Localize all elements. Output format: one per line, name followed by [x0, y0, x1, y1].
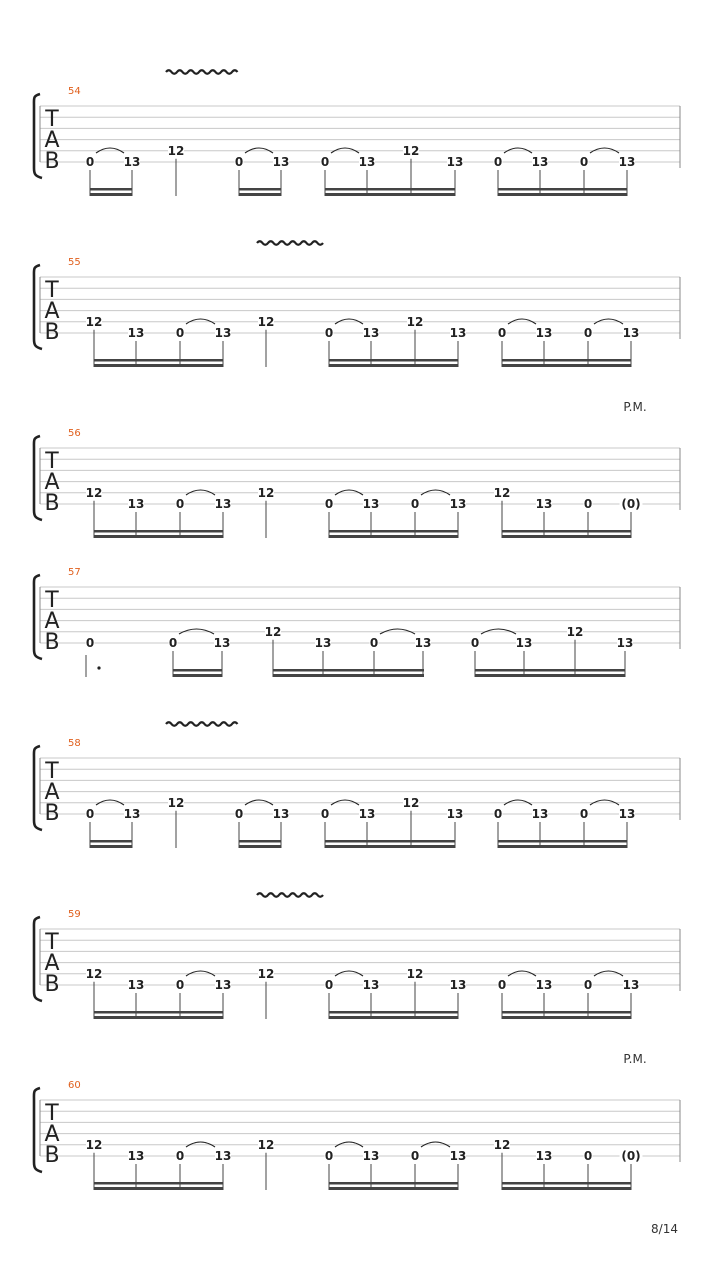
fret-number: 0 — [583, 1149, 593, 1163]
palm-mute-label: P.M. — [623, 1052, 647, 1066]
tab-system — [34, 400, 680, 538]
beam — [90, 845, 132, 848]
beam — [502, 535, 631, 538]
tab-clef-letter: A — [44, 470, 60, 495]
fret-number: 13 — [446, 155, 464, 169]
beam — [502, 1182, 631, 1185]
beam — [239, 188, 281, 191]
fret-number: 0 — [85, 807, 95, 821]
tab-system — [34, 722, 680, 848]
fret-number: 0 — [579, 807, 589, 821]
fret-number: 13 — [314, 636, 332, 650]
fret-number: 12 — [566, 624, 584, 639]
system-bracket — [34, 265, 42, 349]
fret-number: 0 — [410, 1149, 420, 1163]
fret-number: 12 — [257, 485, 275, 500]
fret-number: 13 — [214, 497, 232, 511]
tab-clef-letter: T — [45, 107, 59, 132]
tab-clef-letter: B — [44, 149, 60, 174]
fret-number: 13 — [414, 636, 432, 650]
fret-number: 0 — [470, 636, 480, 650]
beam — [94, 1016, 223, 1019]
fret-number: 13 — [214, 978, 232, 992]
system-bracket — [34, 917, 42, 1001]
measure-number: 56 — [68, 428, 81, 439]
fret-number: 0 — [234, 807, 244, 821]
fret-number: 13 — [362, 978, 380, 992]
fret-number: 0 — [324, 1149, 334, 1163]
beam — [502, 364, 631, 367]
fret-number: 0 — [497, 978, 507, 992]
fret-number: 13 — [618, 155, 636, 169]
fret-number: 12 — [167, 795, 185, 810]
fret-number: (0) — [621, 497, 641, 511]
beam — [502, 530, 631, 533]
beam — [94, 359, 223, 362]
beam — [90, 840, 132, 843]
fret-number: 13 — [358, 807, 376, 821]
beam — [475, 669, 625, 672]
beam — [94, 364, 223, 367]
system-bracket — [34, 436, 42, 520]
beam — [94, 1187, 223, 1190]
beam — [325, 193, 455, 196]
fret-number: 13 — [272, 807, 290, 821]
vibrato-mark — [166, 722, 238, 726]
fret-number: 0 — [324, 326, 334, 340]
beam — [329, 1011, 458, 1014]
beam — [329, 530, 458, 533]
beam — [173, 674, 222, 677]
fret-number: 0 — [410, 497, 420, 511]
fret-number: 13 — [214, 326, 232, 340]
beam — [329, 1182, 458, 1185]
measure-number: 54 — [68, 86, 81, 97]
beam — [498, 845, 627, 848]
fret-number: 13 — [127, 497, 145, 511]
beam — [90, 188, 132, 191]
system-bracket — [34, 1088, 42, 1172]
fret-number: 12 — [85, 485, 103, 500]
fret-number: 12 — [406, 314, 424, 329]
fret-number: 13 — [449, 1149, 467, 1163]
fret-number: 0 — [175, 326, 185, 340]
fret-number: 12 — [493, 1137, 511, 1152]
fret-number: 13 — [449, 978, 467, 992]
beam — [239, 840, 281, 843]
system-bracket — [34, 746, 42, 830]
fret-number: 0 — [85, 636, 95, 650]
fret-number: 12 — [85, 1137, 103, 1152]
fret-number: 13 — [535, 326, 553, 340]
tab-system — [34, 1052, 680, 1190]
fret-number: 13 — [535, 1149, 553, 1163]
duration-dot — [97, 666, 100, 669]
fret-number: 0 — [175, 497, 185, 511]
beam — [94, 1011, 223, 1014]
tab-system — [34, 567, 680, 677]
fret-number: 0 — [579, 155, 589, 169]
beam — [239, 193, 281, 196]
fret-number: 12 — [167, 143, 185, 158]
fret-number: 0 — [583, 326, 593, 340]
beam — [94, 1182, 223, 1185]
fret-number: 13 — [127, 1149, 145, 1163]
tab-clef-letter: B — [44, 491, 60, 516]
fret-number: 13 — [618, 807, 636, 821]
fret-number: 13 — [622, 978, 640, 992]
fret-number: 12 — [493, 485, 511, 500]
fret-number: 12 — [264, 624, 282, 639]
fret-number: 12 — [257, 1137, 275, 1152]
fret-number: 12 — [406, 966, 424, 981]
beam — [325, 845, 455, 848]
beam — [329, 535, 458, 538]
tab-clef-letter: A — [44, 609, 60, 634]
fret-number: 12 — [402, 143, 420, 158]
fret-number: 13 — [515, 636, 533, 650]
tab-clef-letter: T — [45, 278, 59, 303]
fret-number: 0 — [320, 807, 330, 821]
measure-number: 57 — [68, 567, 81, 578]
fret-number: 13 — [449, 497, 467, 511]
beam — [273, 669, 424, 672]
tab-clef-letter: B — [44, 630, 60, 655]
tab-clef-letter: A — [44, 299, 60, 324]
fret-number: 13 — [127, 326, 145, 340]
vibrato-mark — [166, 70, 238, 74]
measure-number: 60 — [68, 1080, 81, 1091]
beam — [239, 845, 281, 848]
fret-number: 12 — [257, 966, 275, 981]
tab-clef-letter: B — [44, 320, 60, 345]
fret-number: 0 — [493, 155, 503, 169]
tab-clef-letter: B — [44, 801, 60, 826]
beam — [329, 1016, 458, 1019]
fret-number: 13 — [127, 978, 145, 992]
fret-number: 12 — [85, 966, 103, 981]
beam — [325, 840, 455, 843]
fret-number: 13 — [531, 155, 549, 169]
fret-number: 13 — [535, 497, 553, 511]
fret-number: 13 — [213, 636, 231, 650]
beam — [475, 674, 625, 677]
beam — [502, 1016, 631, 1019]
tab-system — [34, 70, 680, 196]
beam — [90, 193, 132, 196]
fret-number: 13 — [123, 155, 141, 169]
fret-number: 12 — [257, 314, 275, 329]
tab-clef-letter: T — [45, 449, 59, 474]
fret-number: 0 — [85, 155, 95, 169]
measure-number: 58 — [68, 738, 81, 749]
tab-clef-letter: T — [45, 759, 59, 784]
fret-number: 13 — [531, 807, 549, 821]
tab-clef-letter: T — [45, 588, 59, 613]
fret-number: 13 — [616, 636, 634, 650]
beam — [502, 1011, 631, 1014]
beam — [329, 1187, 458, 1190]
tab-clef-letter: A — [44, 780, 60, 805]
fret-number: 13 — [446, 807, 464, 821]
tab-clef-letter: B — [44, 1143, 60, 1168]
beam — [498, 188, 627, 191]
fret-number: 0 — [324, 978, 334, 992]
fret-number: 13 — [362, 1149, 380, 1163]
tab-clef-letter: T — [45, 930, 59, 955]
fret-number: 12 — [85, 314, 103, 329]
tab-clef-letter: A — [44, 1122, 60, 1147]
beam — [94, 530, 223, 533]
beam — [498, 840, 627, 843]
beam — [325, 188, 455, 191]
tab-system — [34, 241, 680, 367]
beam — [329, 359, 458, 362]
fret-number: 0 — [168, 636, 178, 650]
measure-number: 55 — [68, 257, 81, 268]
fret-number: 13 — [358, 155, 376, 169]
tab-clef-letter: A — [44, 128, 60, 153]
beam — [173, 669, 222, 672]
fret-number: 0 — [497, 326, 507, 340]
fret-number: 0 — [175, 978, 185, 992]
fret-number: 0 — [583, 497, 593, 511]
vibrato-mark — [257, 893, 323, 897]
beam — [502, 359, 631, 362]
system-bracket — [34, 94, 42, 178]
measure-number: 59 — [68, 909, 81, 920]
fret-number: 0 — [583, 978, 593, 992]
fret-number: 13 — [362, 326, 380, 340]
fret-number: 13 — [622, 326, 640, 340]
page-number: 8/14 — [651, 1222, 678, 1236]
tab-clef-letter: A — [44, 951, 60, 976]
palm-mute-label: P.M. — [623, 400, 647, 414]
fret-number: 0 — [369, 636, 379, 650]
beam — [329, 364, 458, 367]
fret-number: 13 — [362, 497, 380, 511]
fret-number: (0) — [621, 1149, 641, 1163]
fret-number: 13 — [449, 326, 467, 340]
fret-number: 0 — [175, 1149, 185, 1163]
tab-system — [34, 893, 680, 1019]
fret-number: 0 — [493, 807, 503, 821]
fret-number: 0 — [234, 155, 244, 169]
vibrato-mark — [257, 241, 323, 245]
tab-clef-letter: T — [45, 1101, 59, 1126]
fret-number: 12 — [402, 795, 420, 810]
fret-number: 13 — [214, 1149, 232, 1163]
fret-number: 0 — [324, 497, 334, 511]
beam — [94, 535, 223, 538]
fret-number: 13 — [123, 807, 141, 821]
system-bracket — [34, 575, 42, 659]
beam — [502, 1187, 631, 1190]
beam — [498, 193, 627, 196]
tab-clef-letter: B — [44, 972, 60, 997]
fret-number: 13 — [272, 155, 290, 169]
beam — [273, 674, 424, 677]
fret-number: 13 — [535, 978, 553, 992]
fret-number: 0 — [320, 155, 330, 169]
